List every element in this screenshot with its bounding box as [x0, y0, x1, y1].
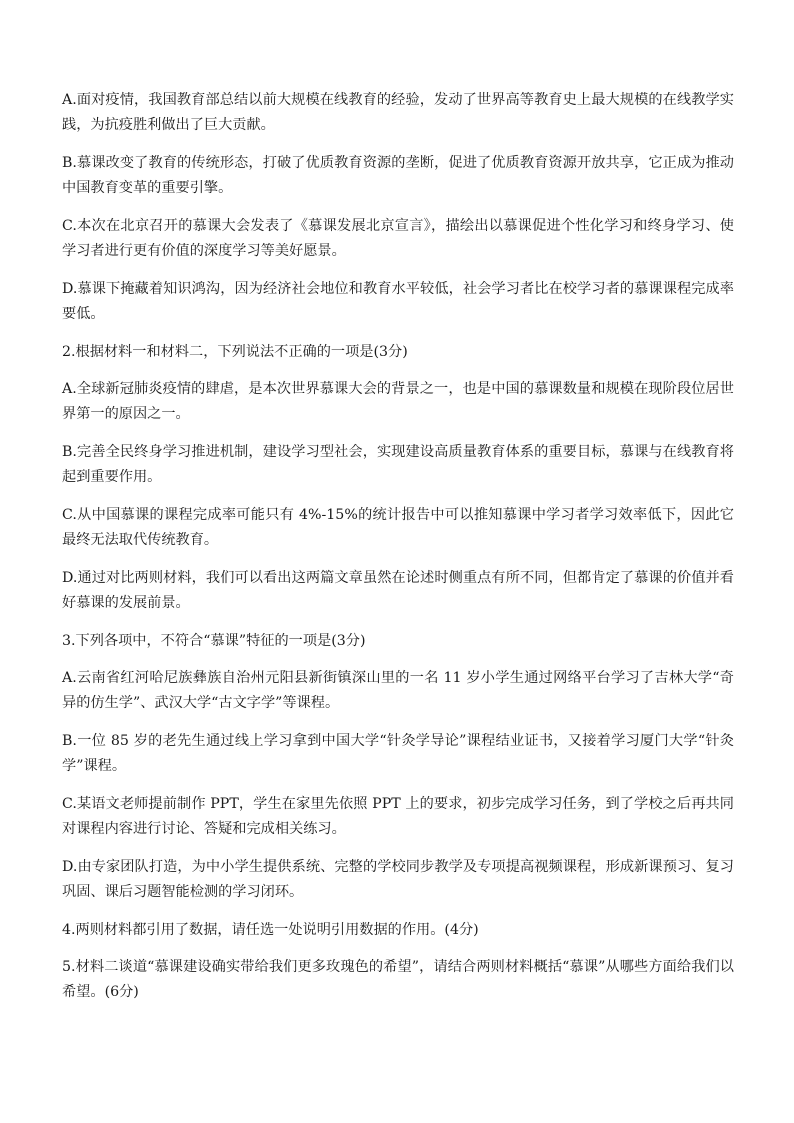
exam-page	[62, 88, 734, 1017]
q3-option-d: D.由专家团队打造，为中小学生提供系统、完整的学校同步教学及专项提高视频课程，形成新课预习、复习巩固、课后习题智能检测的学习闭环。	[62, 859, 734, 900]
q2-option-b: B.完善全民终身学习推进机制，建设学习型社会，实现建设高质量教育体系的重要目标，慕课与在线教育将起到重要作用。	[62, 444, 734, 485]
q2-option-c: C.从中国慕课的课程完成率可能只有 4%-15%的统计报告中可以推知慕课中学习者学习效率低下，因此它最终无法取代传统教育。	[62, 507, 734, 548]
q3-stem: 3.下列各项中，不符合“慕课”特征的一项是(3分)	[62, 633, 366, 649]
q5-stem: 5.材料二谈道“慕课建设确实带给我们更多玫瑰色的希望”，请结合两则材料概括“慕课”从哪些方面给我们以希望。(6分)	[62, 959, 734, 1000]
q2-stem: 2.根据材料一和材料二，下列说法不正确的一项是(3分)	[62, 344, 408, 360]
q2-option-d: D.通过对比两则材料，我们可以看出这两篇文章虽然在论述时侧重点有所不同，但都肯定了慕课的价值并看好慕课的发展前景。	[62, 570, 734, 611]
q1-option-c: C.本次在北京召开的慕课大会发表了《慕课发展北京宣言》，描绘出以慕课促进个性化学习和终身学习、使学习者进行更有价值的深度学习等美好愿景。	[62, 218, 734, 259]
q4-stem: 4.两则材料都引用了数据，请任选一处说明引用数据的作用。(4分)	[62, 922, 479, 938]
q2-option-a: A.全球新冠肺炎疫情的肆虐，是本次世界慕课大会的背景之一，也是中国的慕课数量和规模在现阶段位居世界第一的原因之一。	[62, 381, 734, 422]
q1-option-a: A.面对疫情，我国教育部总结以前大规模在线教育的经验，发动了世界高等教育史上最大规模的在线教学实践，为抗疫胜利做出了巨大贡献。	[62, 92, 734, 133]
q1-option-d: D.慕课下掩藏着知识鸿沟，因为经济社会地位和教育水平较低，社会学习者比在校学习者的慕课课程完成率要低。	[62, 281, 734, 322]
q3-option-a: A.云南省红河哈尼族彝族自治州元阳县新街镇深山里的一名 11 岁小学生通过网络平台学习了吉林大学“奇异的仿生学”、武汉大学“古文字学”等课程。	[62, 670, 734, 711]
q3-option-c: C.某语文老师提前制作 PPT，学生在家里先依照 PPT 上的要求，初步完成学习任务，到了学校之后再共同对课程内容进行讨论、答疑和完成相关练习。	[62, 796, 734, 837]
q1-option-b: B.慕课改变了教育的传统形态，打破了优质教育资源的垄断，促进了优质教育资源开放共享，它正成为推动中国教育变革的重要引擎。	[62, 155, 734, 196]
q3-option-b: B.一位 85 岁的老先生通过线上学习拿到中国大学“针灸学导论”课程结业证书，又接着学习厦门大学“针灸学”课程。	[62, 733, 734, 774]
